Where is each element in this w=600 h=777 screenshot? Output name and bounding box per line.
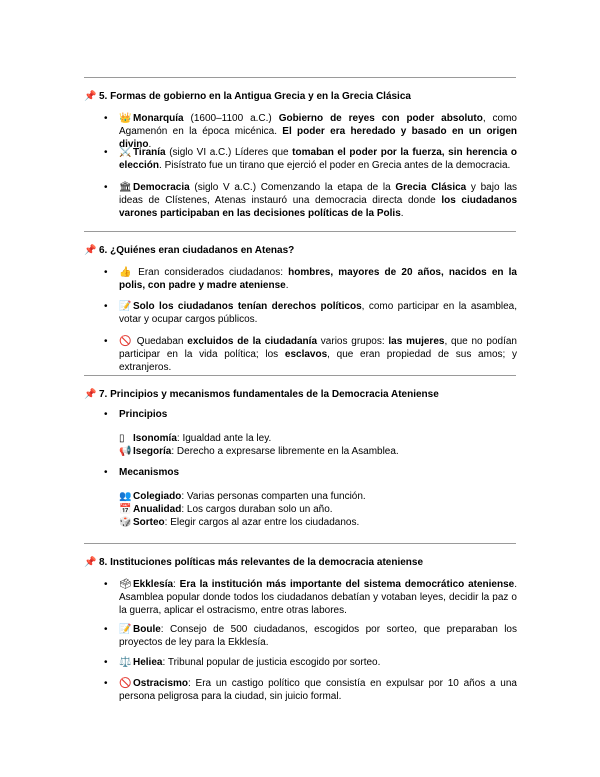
ballot-box-icon: 🗳 — [119, 579, 132, 590]
bullet: • — [104, 624, 108, 635]
list-item: 📝 Solo los ciudadanos tenían derechos políticos, como participar en la asamblea, votar y ocupar cargos públicos. — [119, 301, 517, 325]
bullet: • — [104, 301, 108, 312]
people-icon: 👥 — [119, 491, 132, 502]
prohibited-icon: 🚫 — [119, 678, 132, 689]
divider — [84, 543, 516, 544]
prohibited-icon: 🚫 — [119, 336, 132, 347]
bullet: • — [104, 579, 108, 590]
section-title: 📌 8. Instituciones políticas más relevantes de la democracia ateniense — [84, 557, 424, 568]
megaphone-icon: 📢 — [119, 446, 132, 457]
list-item: 🚫 Ostracismo: Era un castigo político que consistía en expulsar por 10 años a una persona peligrosa para la ciudad, sin juicio formal. — [119, 678, 517, 702]
bullet: • — [104, 113, 108, 124]
pushpin-icon: 📌 — [84, 91, 97, 102]
list-item: 🎲 Sorteo: Elegir cargos al azar entre los ciudadanos. — [119, 517, 360, 528]
bullet: • — [104, 147, 108, 158]
list-item: 👥 Colegiado: Varias personas comparten una función. — [119, 491, 366, 502]
memo-icon: 📝 — [119, 301, 132, 312]
placeholder-box-icon: ▯ — [119, 433, 125, 444]
bullet: • — [104, 267, 108, 278]
principios-label: Principios — [119, 409, 168, 420]
list-item: 👑 Monarquía (1600–1100 a.C.) Gobierno de reyes con poder absoluto, como Agamenón en la época micénica. El poder era heredado y basado en un origen divino. — [119, 113, 518, 150]
section-title: 📌 5. Formas de gobierno en la Antigua Grecia y en la Grecia Clásica — [84, 91, 411, 102]
mecanismos-label: Mecanismos — [119, 467, 180, 478]
list-item: 🏛Democracia (siglo V a.C.) Comenzando la etapa de la Grecia Clásica y bajo las ideas de Clístenes, Atenas instauró una democracia directa donde los ciudadanos varones participaban en las decisiones políticas de la Polis. — [119, 182, 518, 219]
section-title: 📌 6. ¿Quiénes eran ciudadanos en Atenas? — [84, 245, 295, 256]
list-item: ▯ Isonomía: Igualdad ante la ley. — [119, 433, 272, 444]
thumbs-up-icon: 👍 — [119, 267, 132, 278]
divider — [84, 77, 516, 78]
crown-icon: 👑 — [119, 113, 132, 124]
classical-building-icon: 🏛 — [119, 182, 132, 193]
list-item: 📝 Boule: Consejo de 500 ciudadanos, escogidos por sorteo, que preparaban los proyectos de ley para la Ekklesía. — [119, 624, 517, 648]
section-title: 📌 7. Principios y mecanismos fundamentales de la Democracia Ateniense — [84, 389, 439, 400]
divider — [84, 375, 516, 376]
scales-icon: ⚖️ — [119, 657, 132, 668]
divider — [84, 231, 516, 232]
list-item: ⚔️ Tiranía (siglo VI a.C.) Líderes que tomaban el poder por la fuerza, sin herencia o elección. Pisístrato fue un tirano que ejerció el poder en Grecia antes de la democracia. — [119, 147, 517, 171]
list-item: 👍 Eran considerados ciudadanos: hombres, mayores de 20 años, nacidos en la polis, con padre y madre ateniense. — [119, 267, 517, 291]
bullet: • — [104, 409, 108, 420]
pushpin-icon: 📌 — [84, 389, 97, 400]
bullet: • — [104, 182, 108, 193]
swords-icon: ⚔️ — [119, 147, 132, 158]
list-item: 📢 Isegoría: Derecho a expresarse libremente en la Asamblea. — [119, 446, 399, 457]
bullet: • — [104, 678, 108, 689]
list-item: ⚖️ Heliea: Tribunal popular de justicia escogido por sorteo. — [119, 657, 381, 668]
list-item: 🗳Ekklesía: Era la institución más importante del sistema democrático ateniense. Asamblea popular donde todos los ciudadanos debatían y votaban leyes, decidir la paz o la guerra, aplicar el ostracismo, entre otras labores. — [119, 579, 518, 616]
bullet: • — [104, 336, 108, 347]
bullet: • — [104, 657, 108, 668]
dice-icon: 🎲 — [119, 517, 132, 528]
pushpin-icon: 📌 — [84, 557, 97, 568]
list-item: 🚫 Quedaban excluidos de la ciudadanía varios grupos: las mujeres, que no podían participar en la vida política; los esclavos, que eran propiedad de sus amos; y extranjeros. — [119, 336, 518, 373]
bullet: • — [104, 467, 108, 478]
calendar-icon: 📅 — [119, 504, 132, 515]
memo-icon: 📝 — [119, 624, 132, 635]
list-item: 📅 Anualidad: Los cargos duraban solo un año. — [119, 504, 333, 515]
pushpin-icon: 📌 — [84, 245, 97, 256]
